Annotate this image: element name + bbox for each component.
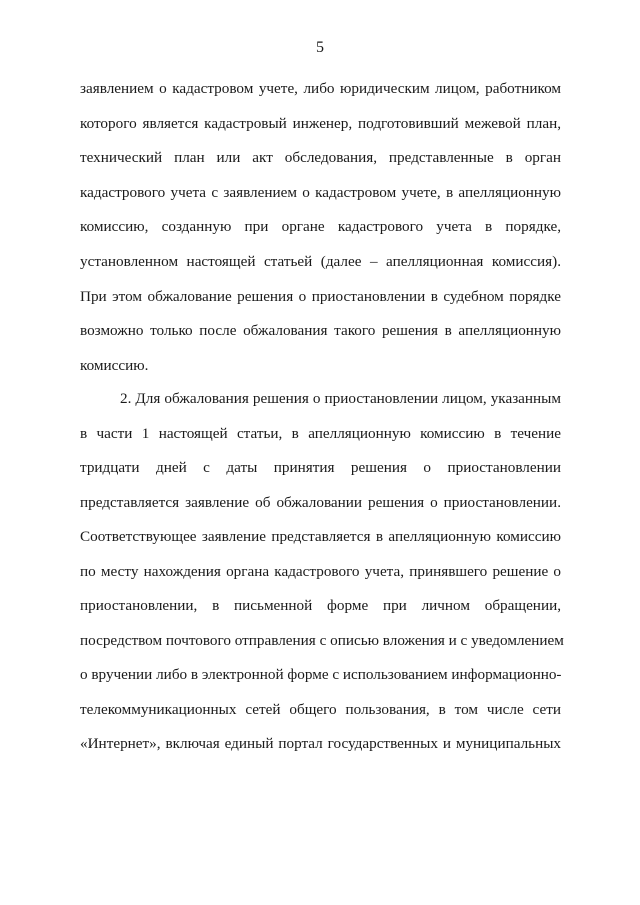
text-line: в части 1 настоящей статьи, в апелляционную комиссию в течение bbox=[80, 424, 561, 442]
page-number: 5 bbox=[316, 39, 324, 56]
text-line: представляется заявление об обжаловании решения о приостановлении. bbox=[80, 493, 561, 511]
text-line: комиссию. bbox=[80, 356, 149, 374]
paragraph-2 bbox=[80, 389, 564, 769]
text-line: телекоммуникационных сетей общего пользования, в том числе сети bbox=[80, 700, 561, 718]
text-line: технический план или акт обследования, представленные в орган bbox=[80, 149, 561, 167]
paragraph-1 bbox=[80, 79, 561, 390]
text-line: При этом обжалование решения о приостановлении в судебном порядке bbox=[80, 287, 561, 305]
text-line: тридцати дней с даты принятия решения о приостановлении bbox=[80, 459, 561, 477]
text-line: заявлением о кадастровом учете, либо юридическим лицом, работником bbox=[80, 80, 561, 97]
text-line: посредством почтового отправления с описью вложения и с уведомлением bbox=[80, 631, 564, 649]
text-line: кадастрового учета с заявлением о кадастровом учете, в апелляционную bbox=[80, 183, 561, 201]
text-line: установленном настоящей статьей (далее – апелляционная комиссия). bbox=[80, 252, 561, 270]
text-line: «Интернет», включая единый портал государственных и муниципальных bbox=[80, 735, 561, 753]
text-line: комиссию, созданную при органе кадастрового учета в порядке, bbox=[80, 218, 561, 236]
text-line: о вручении либо в электронной форме с использованием информационно- bbox=[80, 666, 562, 684]
text-line: 2. Для обжалования решения о приостановлении лицом, указанным bbox=[120, 390, 561, 407]
text-line: возможно только после обжалования такого решения в апелляционную bbox=[80, 322, 561, 340]
text-line: по месту нахождения органа кадастрового учета, принявшего решение о bbox=[80, 562, 561, 580]
text-line: приостановлении, в письменной форме при личном обращении, bbox=[80, 597, 561, 615]
text-line: Соответствующее заявление представляется в апелляционную комиссию bbox=[80, 528, 561, 546]
text-line: которого является кадастровый инженер, подготовивший межевой план, bbox=[80, 114, 561, 132]
